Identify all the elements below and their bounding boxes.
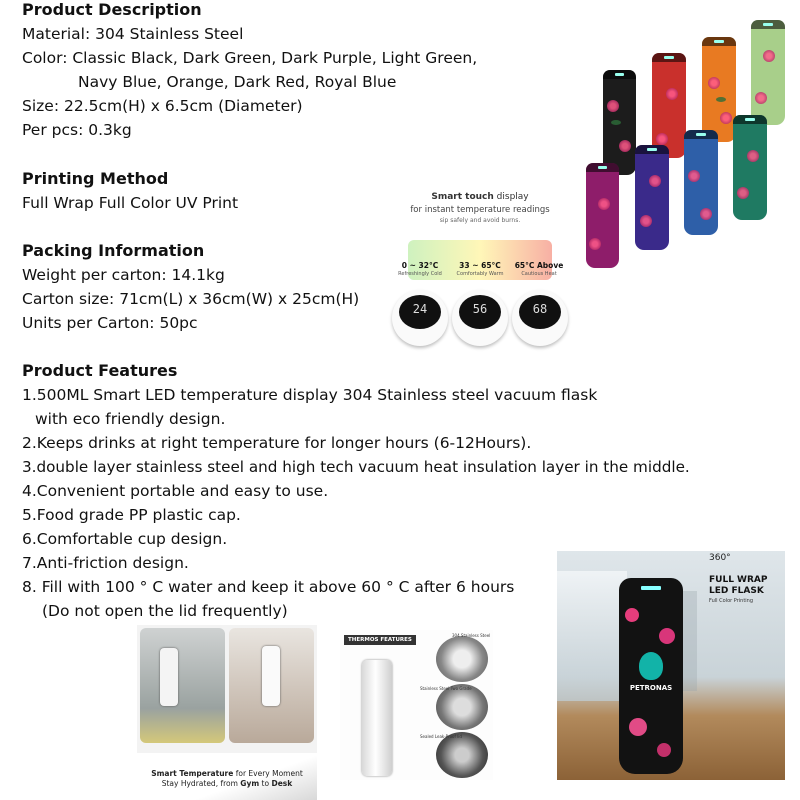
temperature-gauge-cold: 24 [392, 290, 448, 346]
description-heading: Product Description [22, 0, 202, 19]
lifestyle-caption: Smart Temperature for Every Moment [151, 769, 303, 778]
flask-orange [702, 37, 736, 142]
feature-item: with eco friendly design. [35, 410, 226, 428]
feature-item: 2.Keeps drinks at right temperature for longer hours (6-12Hours). [22, 434, 532, 452]
material-text: Material: 304 Stainless Steel [22, 25, 244, 43]
feature-item: 4.Convenient portable and easy to use. [22, 482, 329, 500]
flask-dark-purple [586, 163, 619, 268]
color-text-line1: Color: Classic Black, Dark Green, Dark Purple, Light Green, [22, 49, 478, 67]
panel-subtitle: for instant temperature readings [410, 205, 550, 215]
window-background [557, 571, 627, 701]
printing-method-text: Full Wrap Full Color UV Print [22, 194, 239, 212]
temperature-display-panel [380, 188, 580, 353]
white-flask [262, 646, 280, 706]
color-text-line2: Navy Blue, Orange, Dark Red, Royal Blue [78, 73, 397, 91]
lifestyle-image [137, 625, 317, 800]
flask-navy-blue [635, 145, 669, 250]
feature-item: 8. Fill with 100 ° C water and keep it above 60 ° C after 6 hours [22, 578, 515, 596]
temperature-gauge-warm: 56 [452, 290, 508, 346]
range-hot: 65°C Above [514, 261, 564, 270]
feature-item: 5.Food grade PP plastic cap. [22, 506, 241, 524]
flask-royal-blue [684, 130, 718, 235]
petronas-flask [619, 578, 683, 774]
feature-label: Sealed Leak-Proof lid [420, 734, 462, 739]
badge-360: 360° [709, 553, 731, 563]
badge-subtitle: Full Color Printing [709, 598, 754, 604]
lifestyle-caption2: Stay Hydrated, from Gym to Desk [161, 779, 293, 788]
feature-item: 7.Anti-friction design. [22, 554, 189, 572]
petronas-flask-ad [557, 551, 785, 780]
flask-red [652, 53, 686, 158]
flask-light-green [751, 20, 785, 125]
feature-item: 3.double layer stainless steel and high tech vacuum heat insulation layer in the middle. [22, 458, 690, 476]
thermos-flask [362, 660, 392, 776]
feature-label: Stainless Steel Two Grade [420, 686, 472, 691]
stainless-steel-detail [436, 636, 488, 682]
feature-item: 1.500ML Smart LED temperature display 304 Stainless steel vacuum flask [22, 386, 598, 404]
carton-weight-text: Weight per carton: 14.1kg [22, 266, 225, 284]
size-text: Size: 22.5cm(H) x 6.5cm (Diameter) [22, 97, 303, 115]
range-cold-label: Refreshingly Cold [398, 271, 442, 277]
led-display-icon [641, 586, 661, 590]
panel-note: sip safely and avoid burns. [439, 217, 521, 224]
units-per-carton-text: Units per Carton: 50pc [22, 314, 198, 332]
range-warm: 33 ~ 65°C [459, 261, 501, 270]
badge-led-flask: LED FLASK [709, 586, 764, 596]
flower-icon [657, 743, 671, 757]
feature-item: (Do not open the lid frequently) [42, 602, 288, 620]
range-warm-label: Comfortably Warm [456, 271, 504, 277]
flask-dark-green [733, 115, 767, 220]
flask-black [603, 70, 636, 175]
brand-name: PETRONAS [629, 684, 673, 692]
badge-full-wrap: FULL WRAP [709, 575, 768, 585]
range-hot-label: Cautious Heat [521, 271, 557, 277]
carton-size-text: Carton size: 71cm(L) x 36cm(W) x 25cm(H) [22, 290, 360, 308]
thermos-title: THERMOS FEATURES [344, 635, 416, 645]
range-cold: 0 ~ 32°C [401, 261, 439, 270]
features-heading: Product Features [22, 361, 178, 380]
gym-photo [140, 628, 225, 743]
desk-photo [229, 628, 314, 743]
flower-icon [659, 628, 675, 644]
thermos-features-image [340, 630, 493, 780]
feature-label: 304 Stainless Steel [452, 633, 491, 638]
packing-heading: Packing Information [22, 241, 205, 260]
flask-lineup-image [580, 15, 790, 275]
petronas-logo-icon [639, 652, 663, 680]
flower-icon [625, 608, 639, 622]
per-pcs-text: Per pcs: 0.3kg [22, 121, 132, 139]
white-flask [160, 648, 178, 706]
printing-heading: Printing Method [22, 169, 169, 188]
flower-icon [629, 718, 647, 736]
feature-item: 6.Comfortable cup design. [22, 530, 228, 548]
temperature-gauge-hot: 68 [512, 290, 568, 346]
panel-title: Smart touch display [431, 192, 529, 202]
